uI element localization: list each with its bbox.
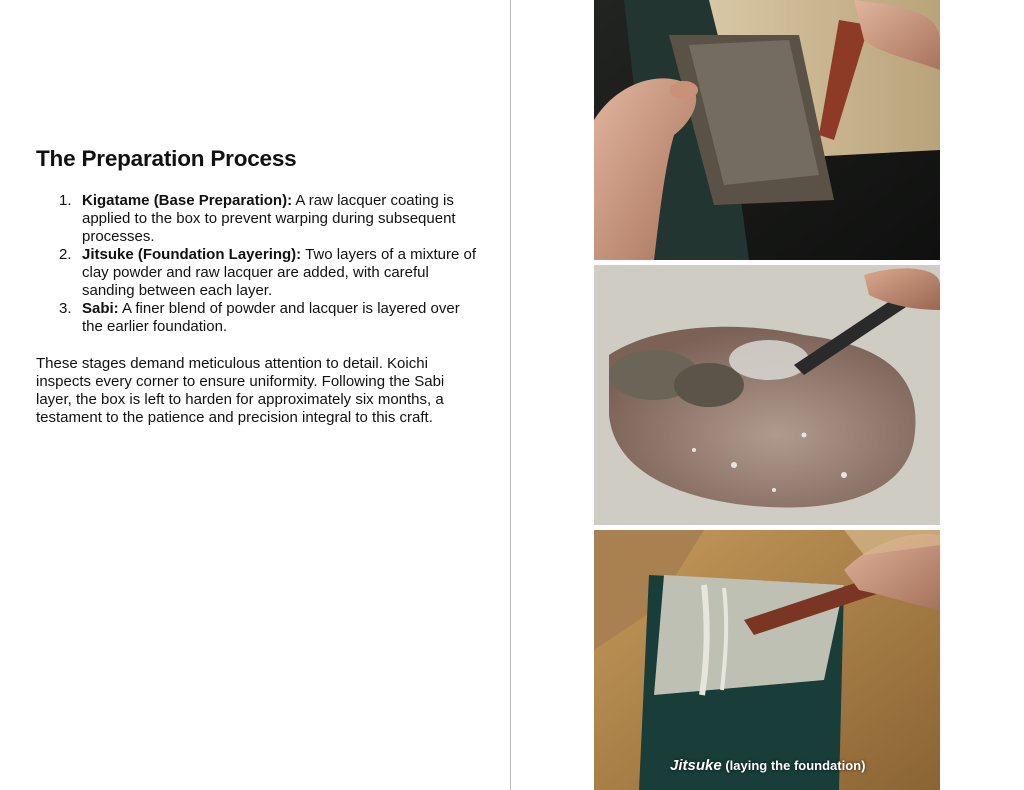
caption-text: (laying the foundation) — [725, 758, 866, 773]
body-paragraph: These stages demand meticulous attention to detail. Koichi inspects every corner to ensure uniformity. Following the Sabi layer, the box is left to harden for approximately six months, a testament to the patience and precision integral to this craft. — [36, 355, 445, 426]
photo-jitsuke — [594, 530, 940, 790]
step-term: Jitsuke (Foundation Layering): — [82, 246, 302, 263]
caption-term: Jitsuke — [670, 757, 722, 774]
photo-kigatame — [594, 0, 940, 260]
process-steps-list — [36, 192, 481, 336]
photo-caption — [670, 757, 865, 774]
photo-jitsuke-illustration — [594, 530, 940, 790]
photo-mixing-illustration — [594, 265, 940, 525]
process-step — [36, 192, 481, 246]
text-page — [0, 0, 510, 790]
step-number: 3. — [59, 300, 72, 317]
step-number: 1. — [59, 192, 72, 209]
step-number: 2. — [59, 246, 72, 263]
photo-mixing-paste — [594, 265, 940, 525]
step-term: Kigatame (Base Preparation): — [82, 192, 293, 209]
process-step — [36, 300, 481, 336]
section-title: The Preparation Process — [36, 146, 297, 171]
step-text: A finer blend of powder and lacquer is layered over the earlier foundation. — [82, 300, 460, 335]
step-text: A raw lacquer coating is applied to the box to prevent warping during subsequent processes. — [82, 192, 456, 245]
photo-kigatame-illustration — [594, 0, 940, 260]
process-step — [36, 246, 481, 300]
step-term: Sabi: — [82, 300, 119, 317]
step-text: Two layers of a mixture of clay powder and raw lacquer are added, with careful sanding between each layer. — [82, 246, 476, 299]
